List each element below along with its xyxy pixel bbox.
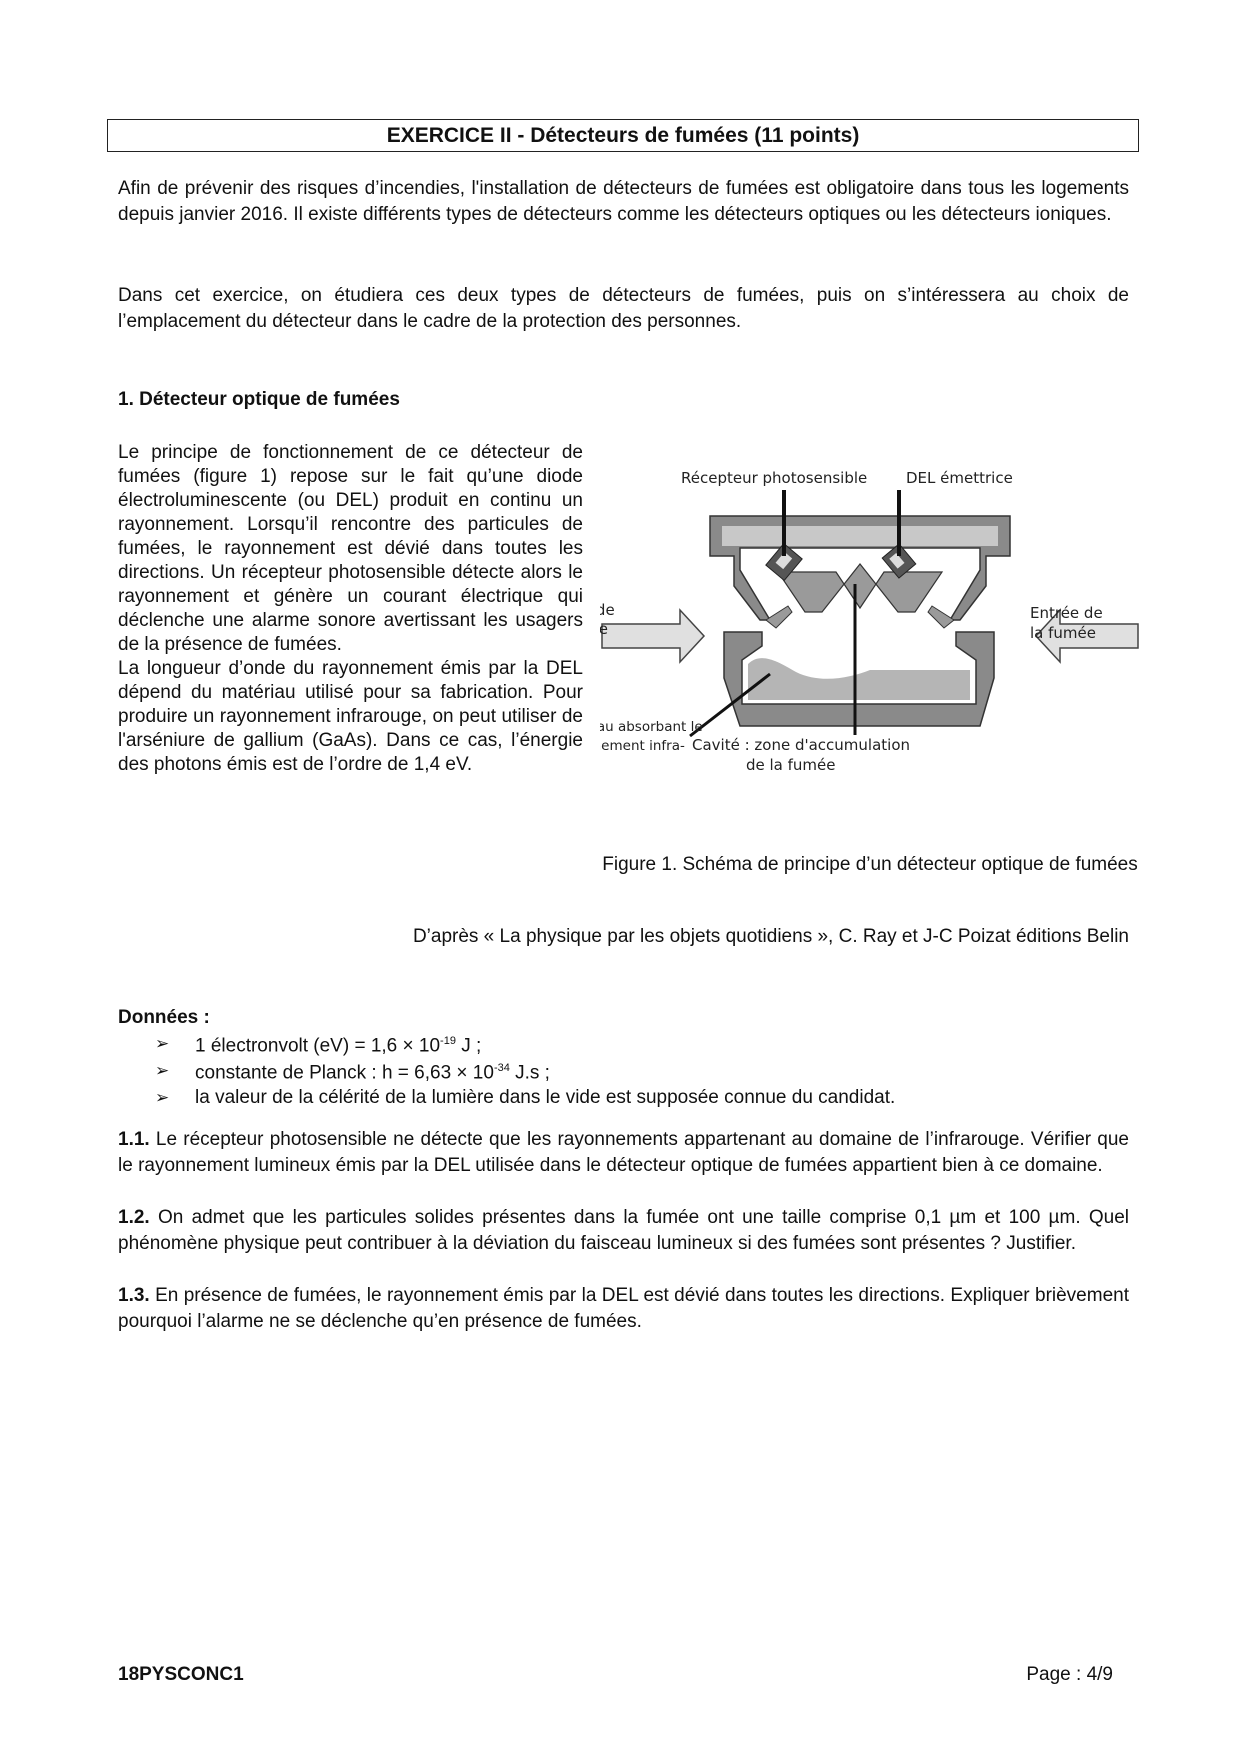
section-1-text — [118, 441, 583, 777]
list-item — [155, 1057, 895, 1084]
question-1-3: 1.3. En présence de fumées, le rayonnement émis par la DEL est dévié dans toutes les directions. Expliquer brièvement pourquoi l’alarme ne se déclenche qu’en présence de fumées. — [118, 1285, 1129, 1332]
question-1-2: 1.2. On admet que les particules solides présentes dans la fumée ont une taille comprise 0,1 µm et 100 µm. Quel phénomène physique peut contribuer à la déviation du faisceau lumineux si des fumées sont présentes ? Justifier. — [118, 1207, 1129, 1254]
smoke-detector-diagram — [600, 460, 1140, 800]
label-cavity-1: Cavité : zone d'accumulation — [692, 736, 911, 754]
label-entry-right-2: la fumée — [1030, 624, 1096, 642]
exercise-title — [107, 119, 1139, 152]
diagram-svg — [600, 460, 1140, 800]
label-entry-right-1: Entrée de — [1030, 604, 1103, 622]
intro-paragraph-1: Afin de prévenir des risques d’incendies, l'installation de détecteurs de fumées est obligatoire dans tous les logements depuis janvier 2016. Il existe différents types de détecteurs comme les détecteurs optiques ou les détecteurs ioniques. — [118, 178, 1129, 225]
donnee-3: la valeur de la célérité de la lumière dans le vide est supposée connue du candidat. — [195, 1087, 896, 1108]
figure-caption: Figure 1. Schéma de principe d’un détecteur optique de fumées — [602, 854, 1138, 875]
question-1-1: 1.1. Le récepteur photosensible ne détecte que les rayonnements appartenant au domaine de l’infrarouge. Vérifier que le rayonnement lumineux émis par la DEL utilisée dans le détecteur optique de fumées appartient bien à ce domaine. — [118, 1129, 1129, 1176]
list-item — [155, 1030, 895, 1057]
entry-arrow-left — [602, 610, 704, 662]
list-item — [155, 1084, 895, 1111]
footer-page-number: Page : 4/9 — [1026, 1664, 1113, 1685]
label-del: DEL émettrice — [906, 469, 1013, 487]
housing-top-highlight — [722, 526, 998, 546]
fin-left — [766, 606, 792, 628]
donnee-1: 1 électronvolt $(eV) = 1,6 \times 10^{-19}$ J ; — [195, 1034, 482, 1057]
section-1-heading: 1. Détecteur optique de fumées — [118, 389, 400, 410]
label-entry-left-2: e — [600, 620, 608, 638]
label-cavity-2: de la fumée — [746, 756, 836, 774]
label-entry-left-1: de — [600, 601, 615, 619]
donnees-heading: Données : — [118, 1007, 210, 1028]
inner-chamber-v — [778, 564, 942, 612]
arrow-bullet-icon: ➢ — [155, 1061, 170, 1080]
intro-paragraph-2: Dans cet exercice, on étudiera ces deux types de détecteurs de fumées, puis on s’intéressera au choix de l’emplacement du détecteur dans le cadre de la protection des personnes. — [118, 285, 1129, 332]
donnees-list — [155, 1030, 895, 1111]
arrow-bullet-icon: ➢ — [155, 1034, 170, 1053]
section-1-paragraph-1: Le principe de fonctionnement de ce détecteur de fumées (figure 1) repose sur le fait qu’une diode électroluminescente (ou DEL) produit en continu un rayonnement. Lorsqu’il rencontre des particules de fumées, le rayonnement est dévié dans toutes les directions. Un récepteur photosensible détecte alors le rayonnement et génère un courant électrique qui déclenche une alarme sonore avertissant les usagers de la présence de fumées. — [118, 442, 583, 655]
donnee-2: constante de Planck : $h = 6,63 \times 10^{-34}$ J.s ; — [195, 1061, 550, 1084]
section-1-paragraph-2: La longueur d’onde du rayonnement émis par la DEL dépend du matériau utilisé pour sa fabrication. Pour produire un rayonnement infrarouge, on peut utiliser de l'arséniure de gallium (GaAs). Dans ce cas, l’énergie des photons émis est de l’ordre de 1,4 eV. — [118, 658, 583, 775]
exercise-title-text: EXERCICE II - Détecteurs de fumées (11 points) — [386, 123, 860, 147]
label-receiver: Récepteur photosensible — [681, 469, 868, 487]
arrow-bullet-icon: ➢ — [155, 1088, 170, 1107]
fin-right — [928, 606, 954, 628]
label-material-1: au absorbant le — [600, 719, 703, 735]
source-citation: D’après « La physique par les objets quotidiens », C. Ray et J-C Poizat éditions Belin — [412, 926, 1129, 947]
label-material-2: ement infra- — [601, 738, 685, 754]
absorbing-material — [748, 658, 970, 700]
footer-code: 18PYSCONC1 — [118, 1664, 244, 1685]
